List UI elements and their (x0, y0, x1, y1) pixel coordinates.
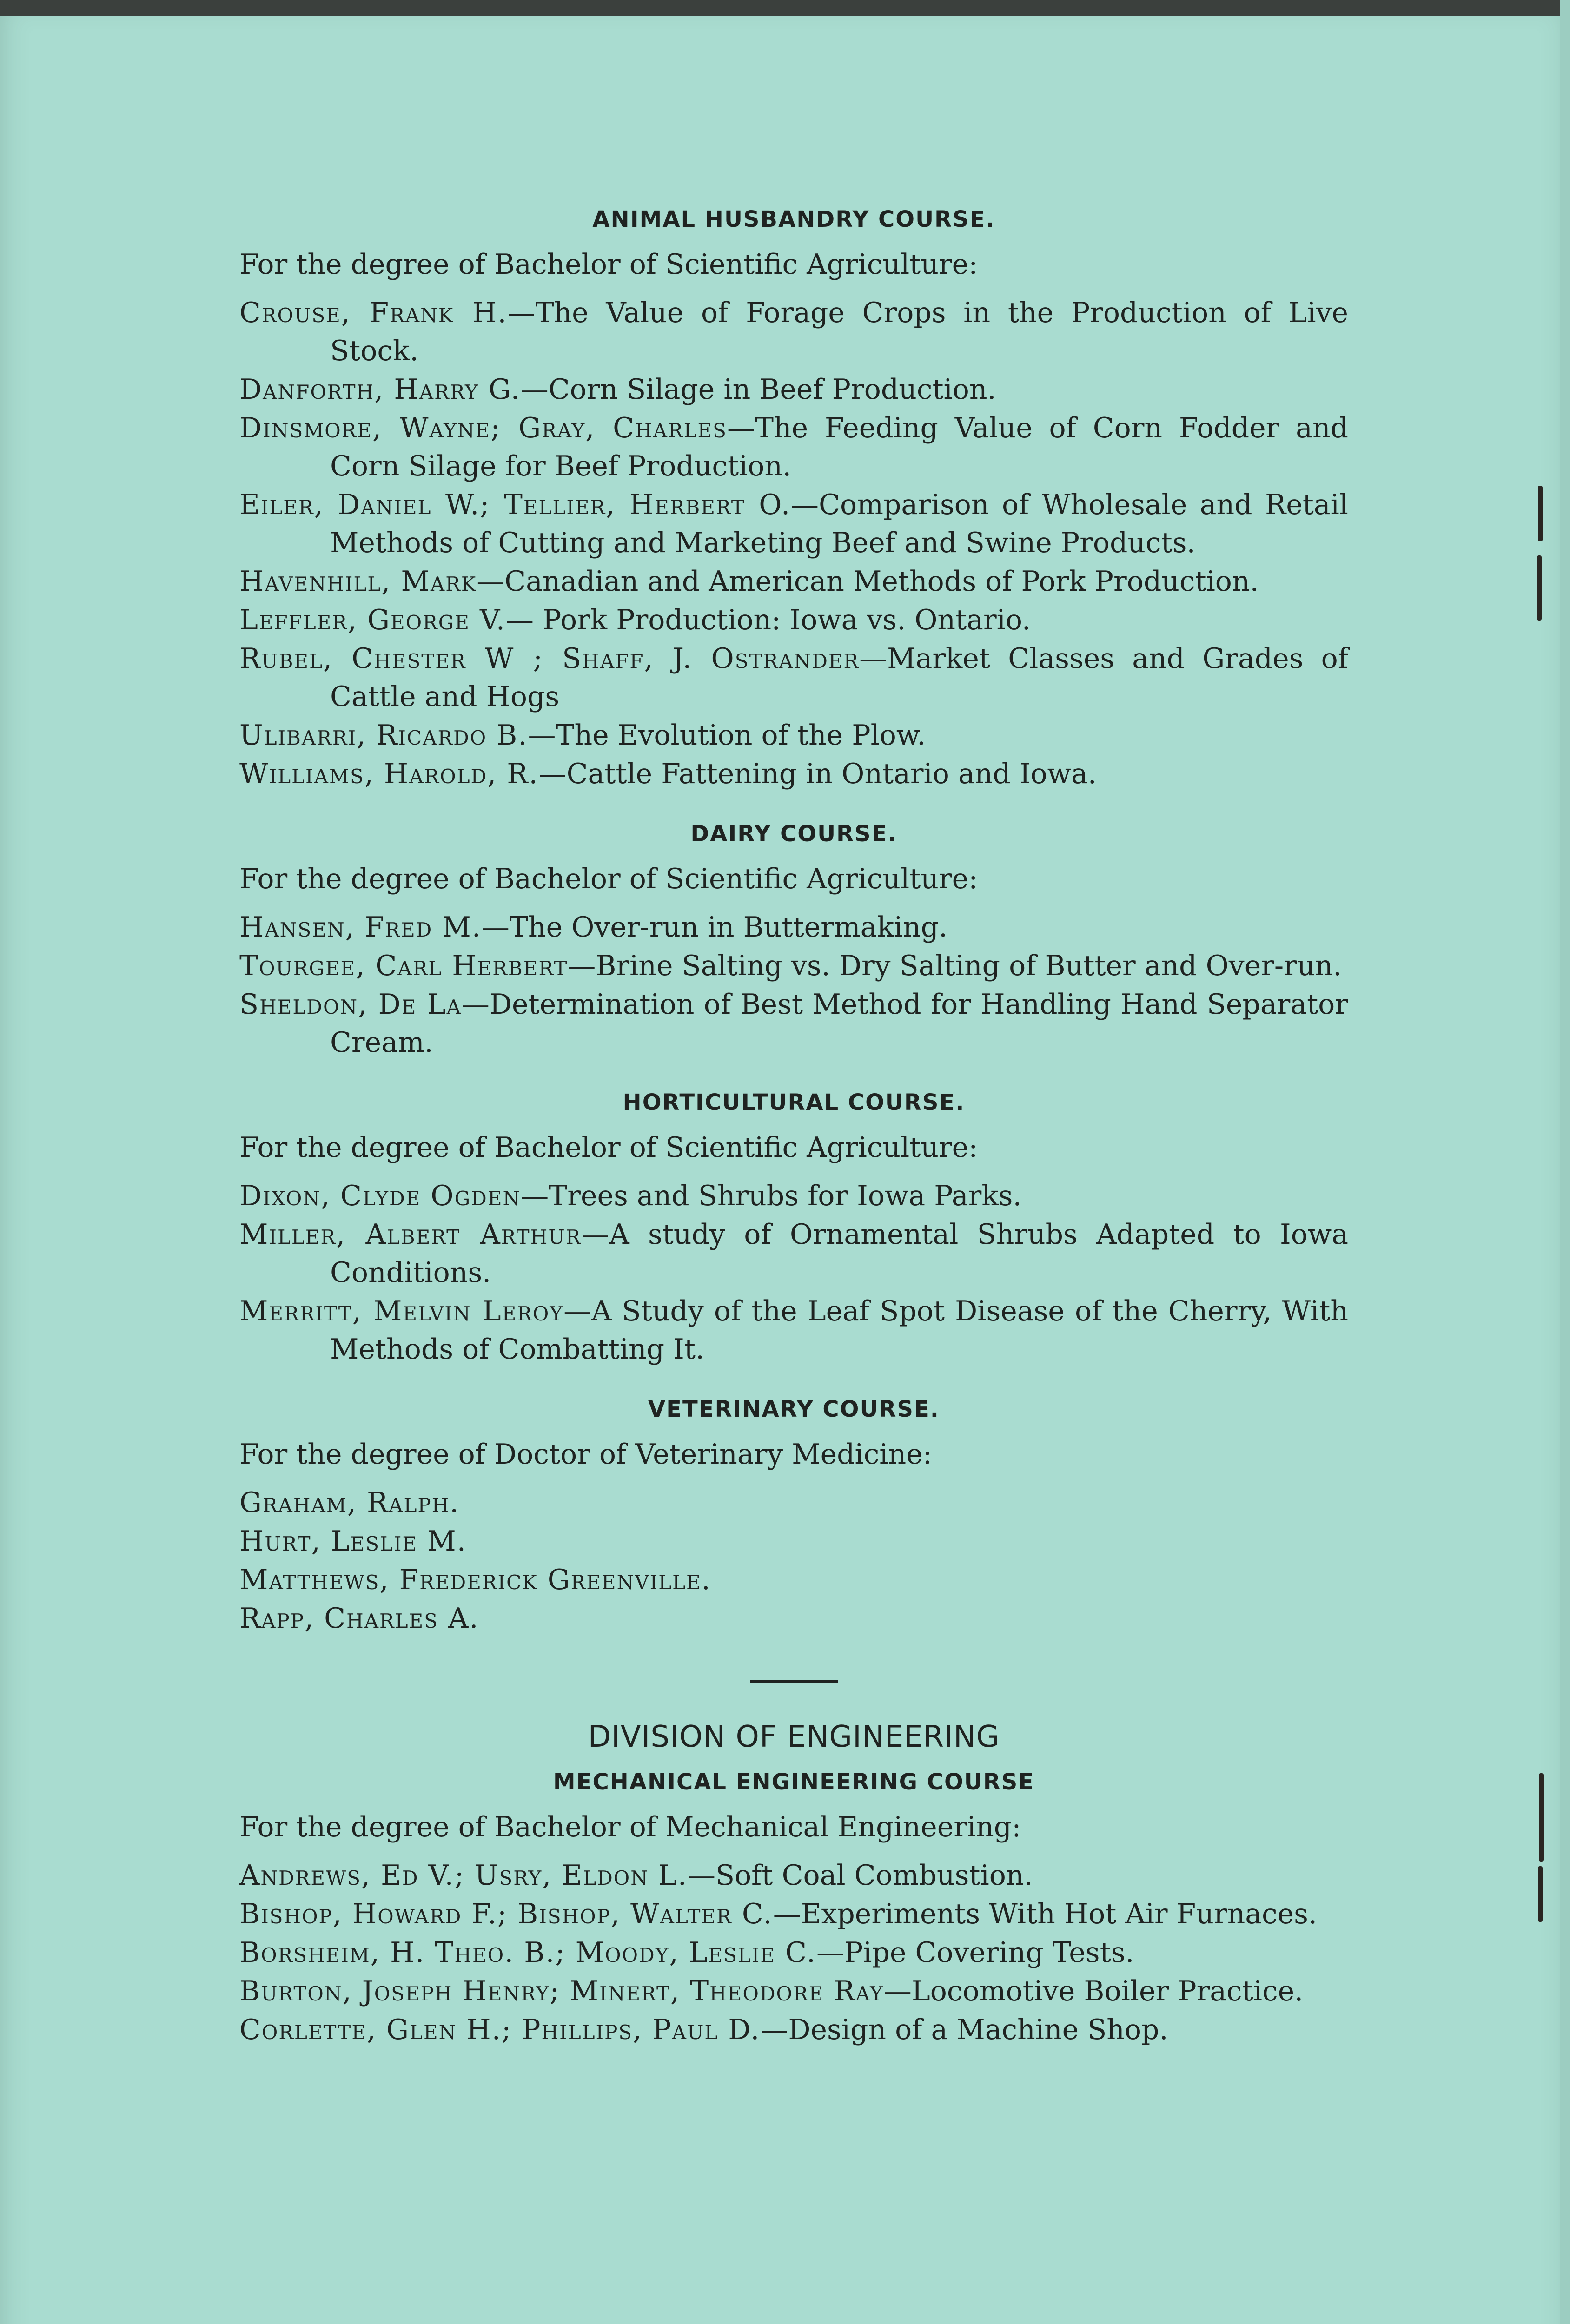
thesis-title: —Cattle Fattening in Ontario and Iowa. (538, 758, 1097, 790)
thesis-title: —Locomotive Boiler Practice. (883, 1975, 1304, 2007)
thesis-title: —A Study of the Leaf Spot Disease of the Cherry, With Methods of Combatting It. (330, 1295, 1348, 1366)
student-names: Sheldon, De La (239, 988, 462, 1021)
student-names: Tourgee, Carl Herbert (239, 950, 568, 982)
thesis-entry (239, 1934, 1348, 1972)
thesis-entry (239, 1177, 1348, 1215)
thesis-entry (239, 294, 1348, 370)
student-names: Leffler, George V. (239, 604, 506, 636)
section-heading: HORTICULTURAL COURSE. (623, 1089, 965, 1116)
thesis-entry (239, 601, 1348, 639)
section-heading: VETERINARY COURSE. (648, 1396, 940, 1422)
thesis-title: —Pipe Covering Tests. (816, 1936, 1134, 1969)
section-heading: DAIRY COURSE. (690, 821, 897, 847)
student-names: Dinsmore, Wayne; Gray, Charles (239, 412, 727, 444)
degree-line: For the degree of Bachelor of Scientific Agriculture: (239, 1131, 978, 1164)
thesis-entry (239, 2011, 1348, 2049)
student-names: Corlette, Glen H.; Phillips, Paul D. (239, 2014, 761, 2046)
section-divider (750, 1680, 838, 1683)
thesis-title: —Experiments With Hot Air Furnaces. (773, 1898, 1318, 1930)
section-dairy (239, 814, 1348, 1062)
student-names: Miller, Albert Arthur (239, 1218, 582, 1251)
degree-line: For the degree of Bachelor of Scientific Agriculture: (239, 863, 978, 895)
thesis-entry (239, 716, 1348, 754)
student-names: Dixon, Clyde Ogden (239, 1180, 521, 1212)
scan-edge-top (0, 0, 1570, 16)
thesis-entry (239, 908, 1348, 946)
thesis-entry (239, 1895, 1348, 1933)
student-names: Graham, Ralph. (239, 1486, 460, 1519)
student-names: Havenhill, Mark (239, 565, 477, 598)
degree-line: For the degree of Bachelor of Scientific Agriculture: (239, 248, 978, 281)
student-names: Eiler, Daniel W.; Tellier, Herbert O. (239, 489, 791, 521)
section-heading: MECHANICAL ENGINEERING COURSE (553, 1769, 1035, 1795)
section-animal-husbandry (239, 200, 1348, 793)
thesis-entry (239, 947, 1348, 985)
section-veterinary (239, 1390, 1348, 1637)
thesis-entry (239, 640, 1348, 716)
student-names: Danforth, Harry G. (239, 373, 521, 406)
student-names: Andrews, Ed V.; Usry, Eldon L. (239, 1859, 688, 1892)
thesis-entry (239, 370, 1348, 409)
thesis-title: —Determination of Best Method for Handling Hand Separator Cream. (330, 988, 1348, 1059)
graduate-entry (239, 1599, 1348, 1637)
binding-staple (1538, 1866, 1543, 1922)
division-title: DIVISION OF ENGINEERING (588, 1720, 1000, 1754)
degree-line: For the degree of Doctor of Veterinary Medicine: (239, 1438, 932, 1471)
student-names: Rubel, Chester W ; Shaff, J. Ostrander (239, 642, 860, 675)
section-heading: ANIMAL HUSBANDRY COURSE. (592, 206, 995, 232)
student-names: Burton, Joseph Henry; Minert, Theodore Ray (239, 1975, 884, 2007)
student-names: Crouse, Frank H. (239, 297, 508, 329)
thesis-title: —The Over-run in Buttermaking. (481, 911, 948, 944)
page-content (239, 200, 1348, 2049)
graduate-entry (239, 1484, 1348, 1522)
thesis-entry (239, 1972, 1348, 2010)
thesis-title: —Brine Salting vs. Dry Salting of Butter and Over-run. (568, 950, 1342, 982)
thesis-entry (239, 1856, 1348, 1895)
student-names: Matthews, Frederick Greenville. (239, 1564, 711, 1596)
binding-staple (1539, 1773, 1544, 1862)
student-names: Bishop, Howard F.; Bishop, Walter C. (239, 1898, 773, 1930)
thesis-title: —The Evolution of the Plow. (528, 719, 926, 752)
student-names: Borsheim, H. Theo. B.; Moody, Leslie C. (239, 1936, 816, 1969)
thesis-title: —Comparison of Wholesale and Retail Methods of Cutting and Marketing Beef and Swine Products. (330, 489, 1348, 559)
graduate-entry (239, 1522, 1348, 1560)
thesis-title: —Corn Silage in Beef Production. (520, 373, 996, 406)
thesis-entry (239, 1215, 1348, 1292)
degree-line: For the degree of Bachelor of Mechanical Engineering: (239, 1811, 1021, 1843)
student-names: Merritt, Melvin Leroy (239, 1295, 564, 1327)
thesis-title: —A study of Ornamental Shrubs Adapted to Iowa Conditions. (330, 1218, 1349, 1289)
student-names: Ulibarri, Ricardo B. (239, 719, 528, 752)
student-names: Hansen, Fred M. (239, 911, 482, 944)
thesis-entry (239, 755, 1348, 793)
thesis-title: —Soft Coal Combustion. (687, 1859, 1033, 1892)
section-horticultural (239, 1083, 1348, 1368)
thesis-title: —Canadian and American Methods of Pork Production. (477, 565, 1259, 598)
thesis-title: —Trees and Shrubs for Iowa Parks. (521, 1180, 1022, 1212)
scan-edge-right (1560, 0, 1570, 2324)
thesis-entry (239, 1292, 1348, 1368)
binding-staple (1537, 555, 1542, 621)
division-engineering (239, 1716, 1348, 2049)
thesis-title: —Design of a Machine Shop. (760, 2014, 1168, 2046)
thesis-title: — Pork Production: Iowa vs. Ontario. (505, 604, 1031, 636)
thesis-title: —The Value of Forage Crops in the Production of Live Stock. (330, 297, 1348, 367)
binding-staple (1538, 486, 1543, 541)
student-names: Rapp, Charles A. (239, 1602, 479, 1635)
thesis-entry (239, 409, 1348, 485)
thesis-title: —Market Classes and Grades of Cattle and Hogs (330, 642, 1348, 713)
student-names: Williams, Harold, R. (239, 758, 539, 790)
thesis-entry (239, 486, 1348, 562)
thesis-title: —The Feeding Value of Corn Fodder and Corn Silage for Beef Production. (330, 412, 1348, 482)
thesis-entry (239, 985, 1348, 1062)
graduate-entry (239, 1561, 1348, 1599)
thesis-entry (239, 562, 1348, 601)
student-names: Hurt, Leslie M. (239, 1525, 467, 1558)
